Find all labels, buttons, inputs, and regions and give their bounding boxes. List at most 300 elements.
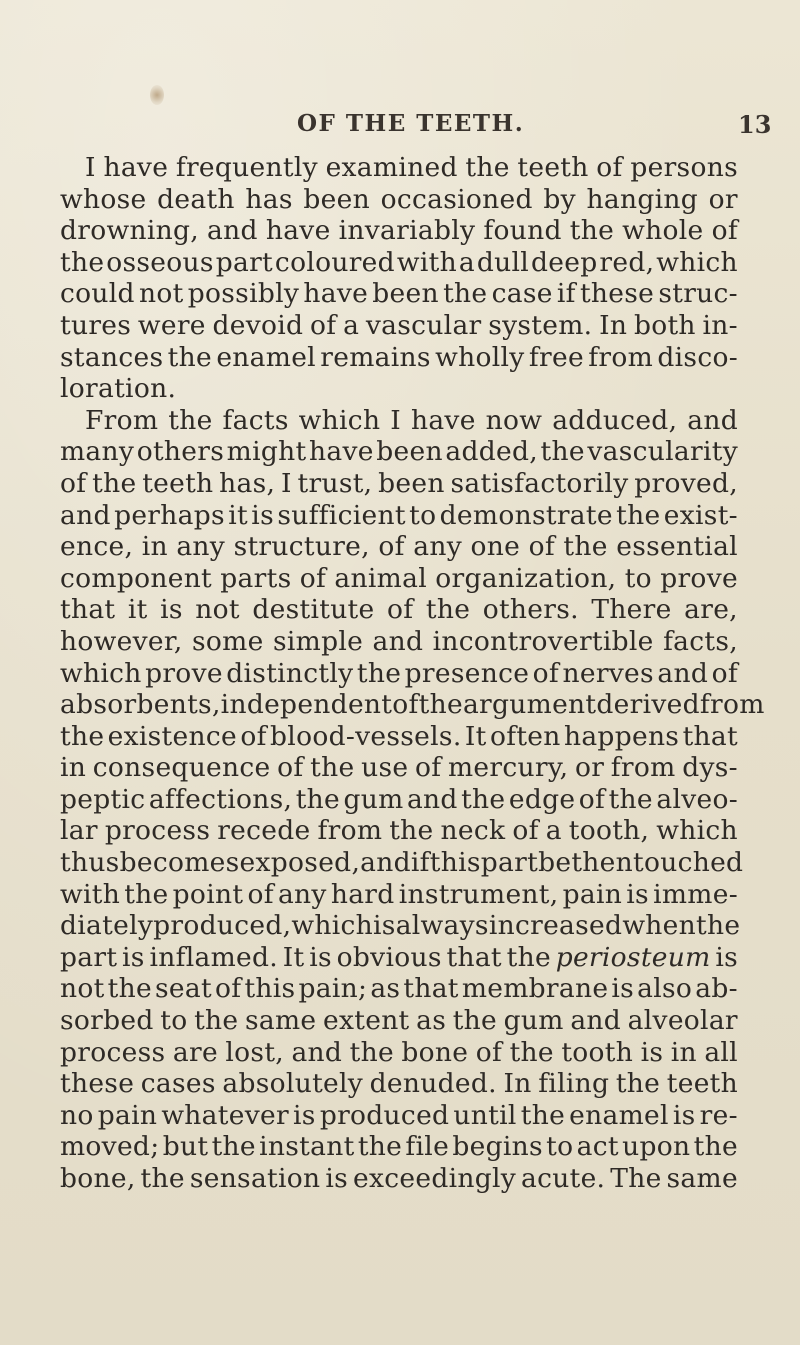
word: exist- xyxy=(663,499,738,531)
word: presence xyxy=(404,657,530,689)
word: begins xyxy=(452,1131,543,1163)
word: I xyxy=(85,152,96,183)
word: existence xyxy=(107,720,237,752)
text-line xyxy=(60,594,738,626)
word: the xyxy=(696,910,741,942)
text-line xyxy=(60,247,738,279)
word: acute. xyxy=(521,1163,606,1194)
word: sufficient xyxy=(277,499,406,531)
word: in xyxy=(670,1036,697,1068)
word: the xyxy=(443,278,488,310)
word: possibly xyxy=(187,278,300,310)
word: trust, xyxy=(297,467,373,499)
body-text xyxy=(60,152,765,1195)
word: the xyxy=(615,1068,661,1100)
word: a xyxy=(545,815,562,847)
text-line xyxy=(60,815,738,847)
word: The xyxy=(610,1163,662,1194)
word: alveo- xyxy=(656,783,738,815)
word: obvious xyxy=(336,941,442,973)
word: the xyxy=(465,152,510,183)
word: free xyxy=(528,341,584,373)
word: and xyxy=(406,783,458,815)
word: also xyxy=(637,973,693,1005)
word: teeth xyxy=(142,467,214,499)
word: has, xyxy=(219,467,276,499)
word: bone xyxy=(401,1036,469,1068)
word: and xyxy=(372,625,424,657)
word: with xyxy=(60,878,121,910)
word: coloured xyxy=(274,246,395,278)
word: of xyxy=(378,531,405,563)
word: the xyxy=(520,1099,566,1131)
text-line xyxy=(60,721,738,753)
word: part xyxy=(480,847,539,879)
word: demonstrate xyxy=(439,499,613,531)
word: it xyxy=(228,499,248,531)
word: exposed, xyxy=(239,847,361,879)
word: or xyxy=(574,752,605,784)
word: found xyxy=(483,215,562,247)
word: becomes xyxy=(119,847,240,879)
word: if xyxy=(556,278,576,310)
word: both xyxy=(633,309,696,341)
word: of xyxy=(310,309,337,341)
word: produced, xyxy=(153,910,292,942)
word: devoid xyxy=(212,309,304,341)
word: is xyxy=(293,1099,316,1131)
word: denuded. xyxy=(369,1068,497,1100)
word: that xyxy=(682,720,738,752)
word: of xyxy=(711,657,738,689)
word: lar xyxy=(60,815,98,847)
word: a xyxy=(458,246,475,278)
word: dys- xyxy=(682,752,738,784)
word: of xyxy=(392,689,419,721)
word: same xyxy=(666,1163,738,1194)
word: have xyxy=(308,436,374,468)
word: component xyxy=(60,562,213,594)
word: struc- xyxy=(658,278,738,310)
word: lost, xyxy=(225,1036,284,1068)
word: process xyxy=(104,815,211,847)
word: the xyxy=(389,815,434,847)
word: the xyxy=(540,436,585,468)
text-line xyxy=(60,973,738,1005)
word: It xyxy=(282,941,305,973)
word: then xyxy=(571,847,633,879)
word: some xyxy=(192,625,264,657)
word: derived xyxy=(596,689,700,721)
word: argument xyxy=(462,689,597,721)
word: In xyxy=(599,309,628,341)
word: is xyxy=(611,973,635,1005)
text-line xyxy=(60,752,738,784)
word: the xyxy=(349,1036,394,1068)
word: the xyxy=(506,941,551,973)
word: occasioned xyxy=(380,183,533,215)
word: of xyxy=(299,562,327,594)
word: loration. xyxy=(60,373,177,405)
word: pain; xyxy=(298,973,368,1005)
word: neck xyxy=(440,815,506,847)
word: persons xyxy=(630,152,738,183)
word: whole xyxy=(622,215,704,247)
word: always xyxy=(395,910,489,942)
word: frequently xyxy=(175,152,318,183)
word: wholly xyxy=(435,341,525,373)
word: of xyxy=(475,1036,503,1068)
word: deep xyxy=(531,246,598,278)
word: any xyxy=(277,878,327,910)
word: the xyxy=(608,783,653,815)
text-line xyxy=(60,1037,738,1069)
word: to xyxy=(546,1131,574,1163)
word: dull xyxy=(476,246,530,278)
word: tooth, xyxy=(568,815,650,847)
word: as xyxy=(370,973,401,1005)
word: the xyxy=(60,246,105,278)
word: that xyxy=(60,594,116,626)
word: file xyxy=(405,1131,450,1163)
word: adduced, xyxy=(552,404,678,436)
word: of xyxy=(596,152,623,183)
word: periosteum xyxy=(555,941,711,973)
word: this xyxy=(429,847,481,879)
text-line xyxy=(60,879,738,911)
text-line xyxy=(60,1005,738,1037)
page-stain xyxy=(150,85,164,105)
word: no xyxy=(60,1099,94,1131)
word: is xyxy=(160,594,183,626)
word: It xyxy=(464,720,487,752)
word: essential xyxy=(616,531,738,563)
word: system. xyxy=(488,309,593,341)
text-line xyxy=(60,910,741,942)
word: which xyxy=(656,815,738,847)
word: examined xyxy=(325,152,458,183)
word: recede xyxy=(217,815,311,847)
text-line xyxy=(60,626,738,658)
word: which xyxy=(298,404,381,436)
word: from xyxy=(699,689,765,721)
word: From xyxy=(85,404,159,436)
page-header xyxy=(0,110,800,140)
word: by xyxy=(543,183,576,215)
word: which xyxy=(291,910,373,942)
word: to xyxy=(624,562,652,594)
word: are xyxy=(172,1036,218,1068)
word: remains xyxy=(320,341,431,373)
word: upon xyxy=(622,1131,691,1163)
word: the xyxy=(107,973,152,1005)
word: organization, xyxy=(435,562,617,594)
word: diately xyxy=(60,910,154,942)
word: hard xyxy=(330,878,395,910)
word: gum xyxy=(343,783,404,815)
word: prove xyxy=(660,562,738,594)
word: invariably xyxy=(338,215,476,247)
word: the xyxy=(461,783,506,815)
word: whose xyxy=(60,183,147,215)
word: many xyxy=(60,436,135,468)
word: is xyxy=(309,941,332,973)
word: thus xyxy=(60,847,120,879)
word: not xyxy=(139,278,184,310)
word: been xyxy=(378,467,445,499)
word: same xyxy=(245,1005,317,1037)
word: and xyxy=(657,657,709,689)
word: nerves xyxy=(562,657,654,689)
word: pain xyxy=(97,1099,158,1131)
word: hanging xyxy=(586,183,699,215)
text-line xyxy=(60,373,738,405)
word: part xyxy=(215,246,273,278)
word: of xyxy=(578,783,606,815)
word: are, xyxy=(684,594,738,626)
word: red, xyxy=(599,246,655,278)
word: of xyxy=(532,657,560,689)
word: the xyxy=(60,720,105,752)
word: part xyxy=(60,941,118,973)
word: to xyxy=(409,499,437,531)
text-line xyxy=(60,784,738,816)
text-line xyxy=(60,405,738,437)
word: have xyxy=(265,215,331,247)
word: imme- xyxy=(653,878,738,910)
page-number: 13 xyxy=(738,110,772,139)
text-line xyxy=(60,847,744,879)
word: any xyxy=(176,531,226,563)
word: incontrovertible xyxy=(432,625,654,657)
word: others. xyxy=(482,594,579,626)
word: the xyxy=(563,531,608,563)
word: instant xyxy=(259,1131,355,1163)
word: sorbed xyxy=(60,1005,154,1037)
word: it xyxy=(127,594,148,626)
word: but xyxy=(162,1131,209,1163)
word: added, xyxy=(445,436,538,468)
word: vascularity xyxy=(587,436,738,468)
word: sensation xyxy=(189,1163,321,1194)
word: been xyxy=(376,436,443,468)
word: touched xyxy=(633,847,744,879)
word: of xyxy=(528,531,555,563)
word: ence, xyxy=(60,531,134,563)
word: of xyxy=(215,973,242,1005)
word: enamel xyxy=(569,1099,669,1131)
word: to xyxy=(160,1005,188,1037)
text-line xyxy=(60,1131,738,1163)
word: the xyxy=(452,1005,498,1037)
word: often xyxy=(489,720,561,752)
text-line xyxy=(60,1068,738,1100)
word: absolutely xyxy=(222,1068,364,1100)
word: the xyxy=(425,594,471,626)
word: absorbents, xyxy=(60,689,221,721)
word: osseous xyxy=(106,246,214,278)
text-line xyxy=(60,1163,738,1195)
word: tooth xyxy=(561,1036,634,1068)
text-line xyxy=(60,942,738,974)
word: cases xyxy=(140,1068,216,1100)
word: the xyxy=(616,499,661,531)
word: be xyxy=(538,847,572,879)
text-line xyxy=(60,468,738,500)
word: edge xyxy=(508,783,576,815)
word: bone, xyxy=(60,1163,136,1194)
word: of xyxy=(512,815,539,847)
word: ab- xyxy=(695,973,738,1005)
word: mercury, xyxy=(447,752,569,784)
word: is xyxy=(325,1163,349,1194)
word: exceedingly xyxy=(353,1163,517,1194)
text-line xyxy=(60,563,738,595)
word: teeth xyxy=(666,1068,738,1100)
word: distinctly xyxy=(226,657,354,689)
word: these xyxy=(60,1068,135,1100)
word: act xyxy=(576,1131,619,1163)
word: is xyxy=(715,941,738,973)
word: were xyxy=(137,309,206,341)
word: and xyxy=(360,847,411,879)
word: is xyxy=(626,878,649,910)
word: filing xyxy=(538,1068,610,1100)
text-line xyxy=(60,152,738,184)
word: simple xyxy=(272,625,364,657)
word: enamel xyxy=(216,341,316,373)
word: until xyxy=(453,1099,517,1131)
word: and xyxy=(570,1005,622,1037)
word: of xyxy=(414,752,442,784)
word: and xyxy=(60,499,111,531)
word: I xyxy=(390,404,402,436)
text-line xyxy=(60,689,765,721)
word: a xyxy=(343,309,360,341)
word: could xyxy=(60,278,135,310)
word: the xyxy=(140,1163,185,1194)
word: others xyxy=(136,436,225,468)
word: extent xyxy=(323,1005,410,1037)
word: now xyxy=(485,404,543,436)
word: peptic xyxy=(60,783,146,815)
word: one xyxy=(470,531,521,563)
word: however, xyxy=(60,625,183,657)
word: increased xyxy=(488,910,623,942)
word: vascular xyxy=(365,309,482,341)
word: that xyxy=(403,973,459,1005)
word: the xyxy=(356,657,402,689)
word: when xyxy=(622,910,697,942)
word: process xyxy=(60,1036,166,1068)
word: the xyxy=(357,1131,403,1163)
word: proved, xyxy=(634,467,738,499)
word: is xyxy=(122,941,145,973)
word: as xyxy=(416,1005,447,1037)
word: gum xyxy=(503,1005,564,1037)
word: of xyxy=(711,215,738,247)
word: and xyxy=(687,404,738,436)
word: tures xyxy=(60,309,132,341)
word: the xyxy=(211,1131,256,1163)
word: whatever xyxy=(161,1099,289,1131)
word: satisfactorily xyxy=(450,467,629,499)
word: produced xyxy=(319,1099,450,1131)
word: and xyxy=(291,1036,343,1068)
word: stances xyxy=(60,341,164,373)
word: facts xyxy=(222,404,289,436)
word: animal xyxy=(334,562,427,594)
word: I xyxy=(281,467,292,499)
word: happens xyxy=(563,720,680,752)
word: and xyxy=(207,215,258,247)
word: moved; xyxy=(60,1131,160,1163)
word: consequence xyxy=(92,752,271,784)
word: instrument, xyxy=(398,878,559,910)
word: the xyxy=(693,1131,738,1163)
word: membrane xyxy=(461,973,609,1005)
running-title: OF THE TEETH. xyxy=(297,110,525,137)
word: independent xyxy=(220,689,393,721)
text-line xyxy=(60,436,738,468)
word: been xyxy=(372,278,439,310)
word: the xyxy=(310,752,355,784)
text-line xyxy=(60,215,738,247)
word: point xyxy=(172,878,244,910)
word: case xyxy=(491,278,553,310)
word: which xyxy=(60,657,142,689)
word: the xyxy=(569,215,615,247)
word: that xyxy=(446,941,502,973)
word: drowning, xyxy=(60,215,199,247)
word: if xyxy=(410,847,430,879)
word: is xyxy=(672,1099,696,1131)
word: have xyxy=(103,152,169,183)
word: of xyxy=(240,720,267,752)
word: or xyxy=(708,183,738,215)
word: of xyxy=(247,878,274,910)
word: the xyxy=(509,1036,554,1068)
word: the xyxy=(194,1005,239,1037)
word: these xyxy=(579,278,655,310)
word: is xyxy=(373,910,396,942)
word: structure, xyxy=(233,531,370,563)
word: not xyxy=(60,973,105,1005)
word: use xyxy=(361,752,409,784)
word: is xyxy=(251,499,274,531)
word: blood-vessels. xyxy=(270,720,462,752)
word: perhaps xyxy=(114,499,225,531)
word: seat xyxy=(155,973,212,1005)
word: have xyxy=(303,278,369,310)
word: of xyxy=(387,594,414,626)
text-line xyxy=(60,342,738,374)
word: prove xyxy=(145,657,223,689)
word: inflamed. xyxy=(149,941,278,973)
word: There xyxy=(591,594,672,626)
word: pain xyxy=(562,878,623,910)
word: in xyxy=(141,531,168,563)
word: might xyxy=(226,436,307,468)
word: facts, xyxy=(663,625,738,657)
word: death xyxy=(157,183,235,215)
word: the xyxy=(418,689,463,721)
word: with xyxy=(396,246,457,278)
text-line xyxy=(60,1100,738,1132)
word: alveolar xyxy=(627,1005,738,1037)
word: of xyxy=(60,467,87,499)
word: the xyxy=(295,783,340,815)
